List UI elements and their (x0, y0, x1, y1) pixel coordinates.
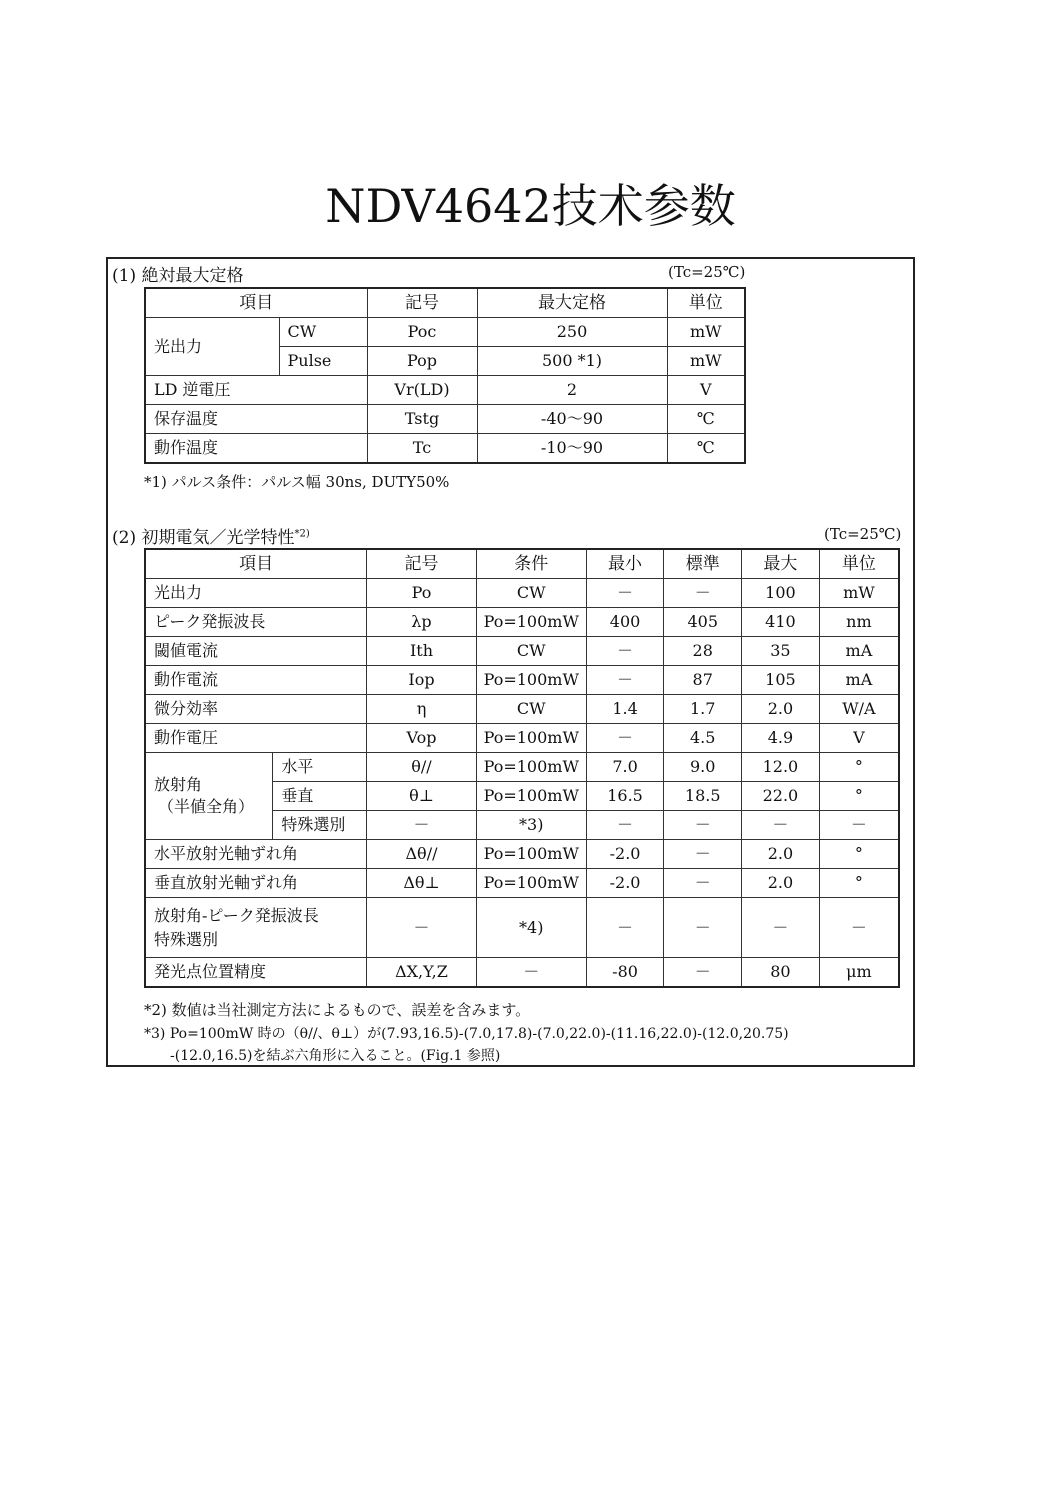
beam-angle-label-line1: 放射角 (154, 775, 203, 794)
section2-heading-text: (2) 初期電気／光学特性 (112, 528, 295, 548)
cell-max: 105 (742, 666, 820, 695)
electro-optical-characteristics-table (144, 548, 900, 988)
cell-condition: *4) (476, 898, 586, 958)
beam-angle-label-line2: （半値全角） (158, 797, 255, 816)
cell-symbol: Δθ// (367, 840, 477, 869)
col-header-max: 最大 (742, 549, 820, 579)
cell-typ: － (664, 958, 742, 988)
cell-min: － (586, 724, 664, 753)
row-label: 動作温度 (145, 434, 367, 464)
cell-condition: CW (476, 695, 586, 724)
cell-min: -80 (586, 958, 664, 988)
cell-unit: ° (819, 840, 899, 869)
cell-min: － (586, 579, 664, 608)
cell-typ: － (664, 811, 742, 840)
cell-typ: 28 (664, 637, 742, 666)
cell-symbol: Po (367, 579, 477, 608)
cell-symbol: θ⊥ (367, 782, 477, 811)
cell-typ: 1.7 (664, 695, 742, 724)
row-label: 微分効率 (145, 695, 367, 724)
cell-condition: CW (476, 637, 586, 666)
cell-rating: -10～90 (477, 434, 667, 464)
row-label: 発光点位置精度 (145, 958, 367, 988)
cell-max: 22.0 (742, 782, 820, 811)
section1-heading: (1) 絶対最大定格 (112, 266, 244, 286)
cell-symbol: Tstg (367, 405, 477, 434)
table-row (145, 405, 745, 434)
cell-unit: － (819, 811, 899, 840)
cell-symbol: Tc (367, 434, 477, 464)
cell-min: － (586, 811, 664, 840)
row-label: 光出力 (145, 318, 279, 376)
footnote-3-line1: *3) Po=100mW 時の（θ//、θ⊥）が(7.93,16.5)-(7.0,17.8)-(7.0,22.0)-(11.16,22.0)-(12.0,20.75) (144, 1026, 789, 1042)
cell-symbol: － (367, 811, 477, 840)
cell-unit: V (819, 724, 899, 753)
cell-rating: 500 *1) (477, 347, 667, 376)
row-label: 垂直放射光軸ずれ角 (145, 869, 367, 898)
table-row (145, 579, 899, 608)
cell-condition: Po=100mW (476, 840, 586, 869)
table-row (145, 376, 745, 405)
cell-min: 1.4 (586, 695, 664, 724)
cell-rating: -40～90 (477, 405, 667, 434)
cell-min: 16.5 (586, 782, 664, 811)
row-label: 動作電圧 (145, 724, 367, 753)
cell-condition: Po=100mW (476, 608, 586, 637)
footnote-3-line2: -(12.0,16.5)を結ぶ六角形に入ること。(Fig.1 参照) (170, 1048, 501, 1064)
cell-symbol: － (367, 898, 477, 958)
section1-condition: (Tc=25℃) (668, 263, 746, 281)
cell-symbol: λp (367, 608, 477, 637)
cell-max: － (742, 811, 820, 840)
cell-unit: mW (667, 318, 745, 347)
footnote-1: *1) パルス条件：パルス幅 30ns, DUTY50% (144, 473, 450, 491)
cell-min: -2.0 (586, 869, 664, 898)
cell-max: 2.0 (742, 869, 820, 898)
cell-min: 7.0 (586, 753, 664, 782)
col-header-rating: 最大定格 (477, 288, 667, 318)
cell-typ: － (664, 869, 742, 898)
row-label: 閾値電流 (145, 637, 367, 666)
cell-typ: 4.5 (664, 724, 742, 753)
cell-typ: 9.0 (664, 753, 742, 782)
cell-unit: V (667, 376, 745, 405)
section2-heading (112, 523, 310, 548)
section2-heading-sup: *2) (294, 528, 310, 540)
beam-angle-label (145, 753, 273, 840)
absolute-max-ratings-table (144, 287, 746, 464)
cell-max: 80 (742, 958, 820, 988)
cell-min: -2.0 (586, 840, 664, 869)
table-row (145, 753, 899, 782)
cell-min: 400 (586, 608, 664, 637)
special-label-line2: 特殊選別 (154, 929, 219, 949)
col-header-typ: 標準 (664, 549, 742, 579)
cell-unit: mA (819, 666, 899, 695)
cell-symbol: Ith (367, 637, 477, 666)
cell-rating: 2 (477, 376, 667, 405)
cell-unit: μm (819, 958, 899, 988)
cell-typ: － (664, 898, 742, 958)
cell-unit: nm (819, 608, 899, 637)
cell-typ: － (664, 579, 742, 608)
cell-max: 12.0 (742, 753, 820, 782)
cell-unit: － (819, 898, 899, 958)
row-label: 動作電流 (145, 666, 367, 695)
cell-unit: mA (819, 637, 899, 666)
cell-unit: mW (667, 347, 745, 376)
cell-unit: ° (819, 782, 899, 811)
footnote-2: *2) 数値は当社測定方法によるもので、誤差を含みます。 (144, 1001, 531, 1019)
cell-condition: Po=100mW (476, 666, 586, 695)
special-label-line1: 放射角-ピーク発振波長 (154, 905, 319, 925)
row-sublabel: 水平 (273, 753, 367, 782)
cell-max: 4.9 (742, 724, 820, 753)
cell-typ: 87 (664, 666, 742, 695)
cell-symbol: Poc (367, 318, 477, 347)
row-sublabel: 特殊選別 (273, 811, 367, 840)
table-row (145, 666, 899, 695)
col-header-unit: 単位 (667, 288, 745, 318)
col-header-symbol: 記号 (367, 288, 477, 318)
cell-condition: Po=100mW (476, 753, 586, 782)
cell-symbol: η (367, 695, 477, 724)
cell-symbol: ΔX,Y,Z (367, 958, 477, 988)
cell-condition: *3) (476, 811, 586, 840)
table-row (145, 840, 899, 869)
col-header-min: 最小 (586, 549, 664, 579)
page-title: NDV4642技术参数 (325, 179, 736, 233)
cell-unit: ℃ (667, 405, 745, 434)
cell-unit: mW (819, 579, 899, 608)
row-label: LD 逆電圧 (145, 376, 367, 405)
cell-symbol: θ// (367, 753, 477, 782)
col-header-condition: 条件 (476, 549, 586, 579)
cell-symbol: Δθ⊥ (367, 869, 477, 898)
cell-symbol: Iop (367, 666, 477, 695)
cell-max: － (742, 898, 820, 958)
col-header-item: 項目 (145, 549, 367, 579)
cell-max: 2.0 (742, 695, 820, 724)
table-row (145, 434, 745, 464)
col-header-symbol: 記号 (367, 549, 477, 579)
col-header-item: 項目 (145, 288, 367, 318)
cell-unit: ° (819, 753, 899, 782)
row-sublabel: Pulse (279, 347, 367, 376)
row-label: 光出力 (145, 579, 367, 608)
col-header-unit: 単位 (819, 549, 899, 579)
section2-condition: (Tc=25℃) (824, 525, 902, 543)
cell-max: 35 (742, 637, 820, 666)
cell-min: － (586, 637, 664, 666)
cell-symbol: Pop (367, 347, 477, 376)
cell-typ: 405 (664, 608, 742, 637)
row-sublabel: CW (279, 318, 367, 347)
cell-max: 2.0 (742, 840, 820, 869)
cell-unit: ° (819, 869, 899, 898)
cell-condition: Po=100mW (476, 869, 586, 898)
table-row (145, 958, 899, 988)
table-row (145, 898, 899, 958)
cell-condition: － (476, 958, 586, 988)
cell-symbol: Vr(LD) (367, 376, 477, 405)
cell-unit: W/A (819, 695, 899, 724)
cell-condition: Po=100mW (476, 782, 586, 811)
cell-typ: 18.5 (664, 782, 742, 811)
row-label: 保存温度 (145, 405, 367, 434)
cell-max: 410 (742, 608, 820, 637)
cell-condition: CW (476, 579, 586, 608)
table-row (145, 608, 899, 637)
cell-typ: － (664, 840, 742, 869)
cell-symbol: Vop (367, 724, 477, 753)
table-row (145, 637, 899, 666)
table-row (145, 695, 899, 724)
cell-min: － (586, 898, 664, 958)
table-row (145, 318, 745, 347)
cell-min: － (586, 666, 664, 695)
spec-sheet (106, 257, 915, 1067)
table-row (145, 869, 899, 898)
row-label: ピーク発振波長 (145, 608, 367, 637)
special-selection-label (145, 898, 367, 958)
cell-unit: ℃ (667, 434, 745, 464)
cell-condition: Po=100mW (476, 724, 586, 753)
table-row (145, 724, 899, 753)
cell-max: 100 (742, 579, 820, 608)
row-sublabel: 垂直 (273, 782, 367, 811)
cell-rating: 250 (477, 318, 667, 347)
row-label: 水平放射光軸ずれ角 (145, 840, 367, 869)
